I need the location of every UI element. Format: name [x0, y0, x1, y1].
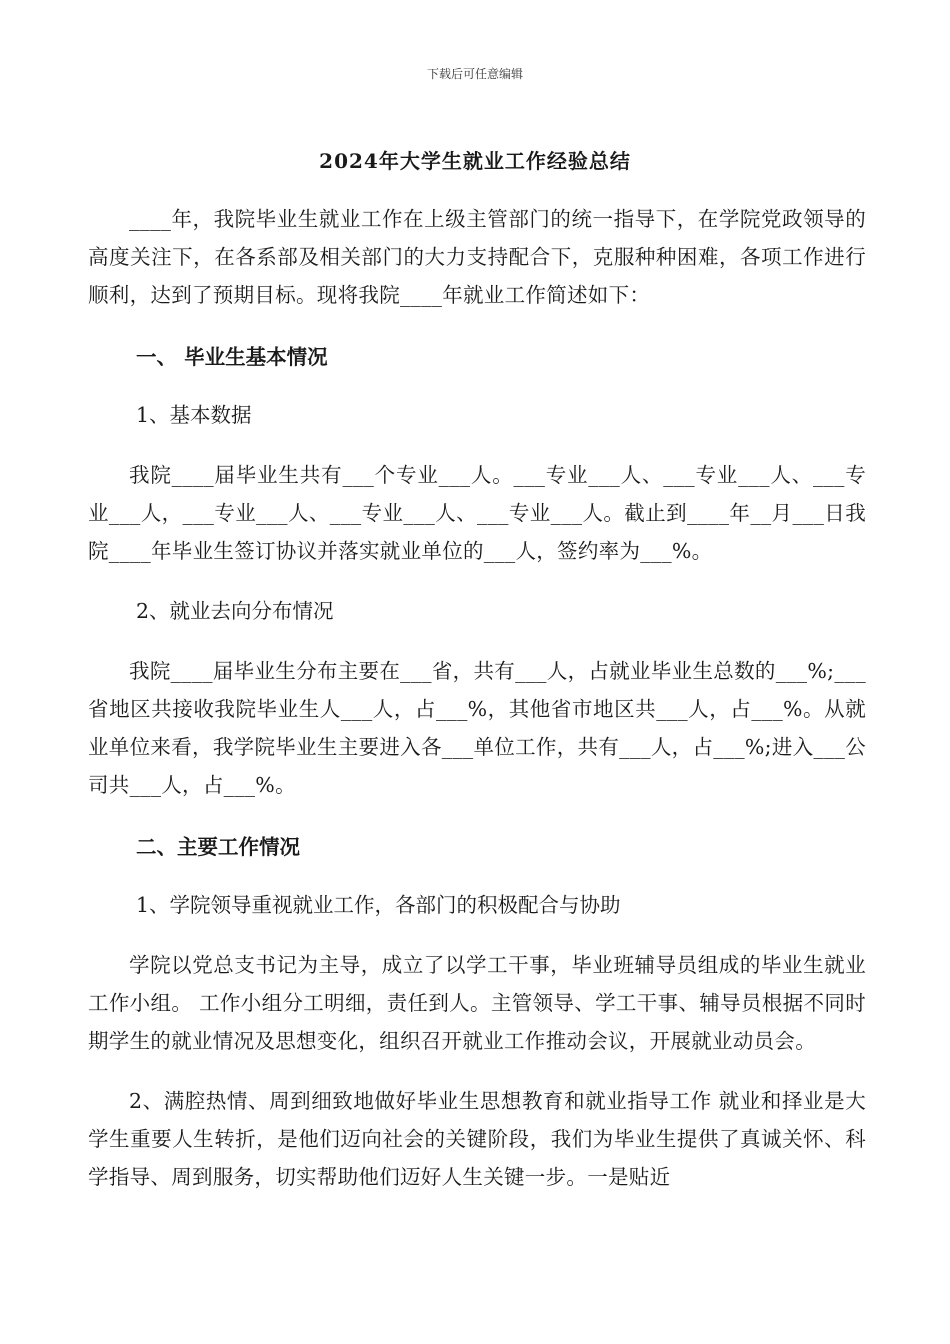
document-title: 2024年大学生就业工作经验总结 — [319, 149, 631, 173]
header-note: 下载后可任意编辑 — [426, 67, 523, 81]
section-2-paragraph-2: 2、满腔热情、周到细致地做好毕业生思想教育和就业指导工作 就业和择业是大学生重要人生转折，是他们迈向社会的关键阶段，我们为毕业生提供了真诚关怀、科学指导、周到服务，切实帮助他们迈好人生关键一步。一是贴近 — [88, 1089, 866, 1189]
section-2-heading: 二、主要工作情况 — [136, 835, 300, 859]
section-2-paragraph-1: 学院以党总支书记为主导，成立了以学工干事，毕业班辅导员组成的毕业生就业工作小组。 工作小组分工明细，责任到人。主管领导、学工干事、辅导员根据不同时期学生的就业情况及思想变化，组织召开就业工作推动会议，开展就业动员会。 — [88, 953, 866, 1053]
section-1-subheading-2: 2、就业去向分布情况 — [136, 599, 334, 623]
section-2-subheading-1: 1、学院领导重视就业工作，各部门的积极配合与协助 — [136, 893, 621, 917]
document-body — [88, 200, 866, 1196]
section-1-paragraph-2: 我院____届毕业生分布主要在___省，共有___人，占就业毕业生总数的___%;___省地区共接收我院毕业生人___人，占___%，其他省市地区共___人，占___%。从就业单位来看，我学院毕业生主要进入各___单位工作，共有___人，占___%;进入___公司共___人，占___%。 — [88, 659, 866, 797]
section-1-subheading-1: 1、基本数据 — [136, 403, 252, 427]
section-1-heading: 一、 毕业生基本情况 — [136, 345, 328, 369]
intro-paragraph: ____年，我院毕业生就业工作在上级主管部门的统一指导下，在学院党政领导的高度关注下，在各系部及相关部门的大力支持配合下，克服种种困难，各项工作进行顺利，达到了预期目标。现将我院____年就业工作简述如下： — [88, 207, 866, 307]
section-1-paragraph-1: 我院____届毕业生共有___个专业___人。___专业___人、___专业___人、___专业___人，___专业___人、___专业___人、___专业___人。截止到____年__月___日我院____年毕业生签订协议并落实就业单位的___人，签约率为___%。 — [88, 463, 866, 563]
